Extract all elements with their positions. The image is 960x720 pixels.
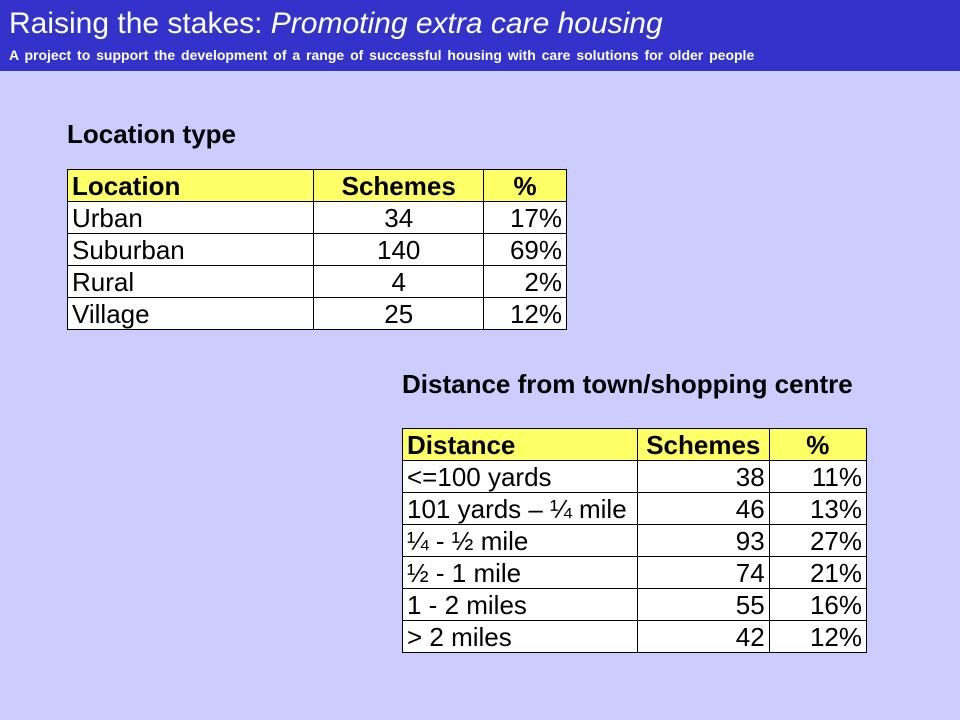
table-row [68,266,567,298]
schemes-cell: 93 [637,525,769,557]
column-header-schemes: Schemes [637,429,769,461]
location-cell: Urban [68,202,314,234]
schemes-cell: 74 [637,557,769,589]
schemes-cell: 42 [637,621,769,653]
schemes-cell: 25 [314,298,484,330]
schemes-cell: 34 [314,202,484,234]
percent-cell: 13% [769,493,866,525]
column-header-distance: Distance [403,429,638,461]
distance-cell: 101 yards – ¼ mile [403,493,638,525]
schemes-cell: 140 [314,234,484,266]
distance-cell: <=100 yards [403,461,638,493]
schemes-cell: 4 [314,266,484,298]
table-header-row [68,170,567,202]
table-row [403,621,867,653]
percent-cell: 27% [769,525,866,557]
table-header-row [403,429,867,461]
percent-cell: 11% [769,461,866,493]
percent-cell: 12% [769,621,866,653]
location-cell: Rural [68,266,314,298]
distance-table [402,428,867,653]
schemes-cell: 38 [637,461,769,493]
percent-cell: 12% [484,298,567,330]
percent-cell: 69% [484,234,567,266]
column-header-percent: % [484,170,567,202]
distance-cell: 1 - 2 miles [403,589,638,621]
location-section-title: Location type [67,119,237,149]
percent-cell: 21% [769,557,866,589]
table-row [403,493,867,525]
title-italic: Promoting extra care housing [270,7,663,40]
header-bar [0,0,960,71]
location-cell: Suburban [68,234,314,266]
distance-cell: > 2 miles [403,621,638,653]
percent-cell: 2% [484,266,567,298]
table-row [68,234,567,266]
table-row [403,461,867,493]
page-title [9,7,663,41]
schemes-cell: 46 [637,493,769,525]
location-table [67,169,567,330]
location-cell: Village [68,298,314,330]
distance-section-title: Distance from town/shopping centre [402,369,853,399]
percent-cell: 16% [769,589,866,621]
column-header-location: Location [68,170,314,202]
page-subtitle: A project to support the development of a range of successful housing with care solutions for older people [9,47,755,63]
title-plain: Raising the stakes: [9,7,271,40]
column-header-schemes: Schemes [314,170,484,202]
table-row [68,298,567,330]
table-row [403,525,867,557]
table-row [403,589,867,621]
table-row [403,557,867,589]
distance-cell: ½ - 1 mile [403,557,638,589]
percent-cell: 17% [484,202,567,234]
table-row [68,202,567,234]
distance-cell: ¼ - ½ mile [403,525,638,557]
column-header-percent: % [769,429,866,461]
schemes-cell: 55 [637,589,769,621]
